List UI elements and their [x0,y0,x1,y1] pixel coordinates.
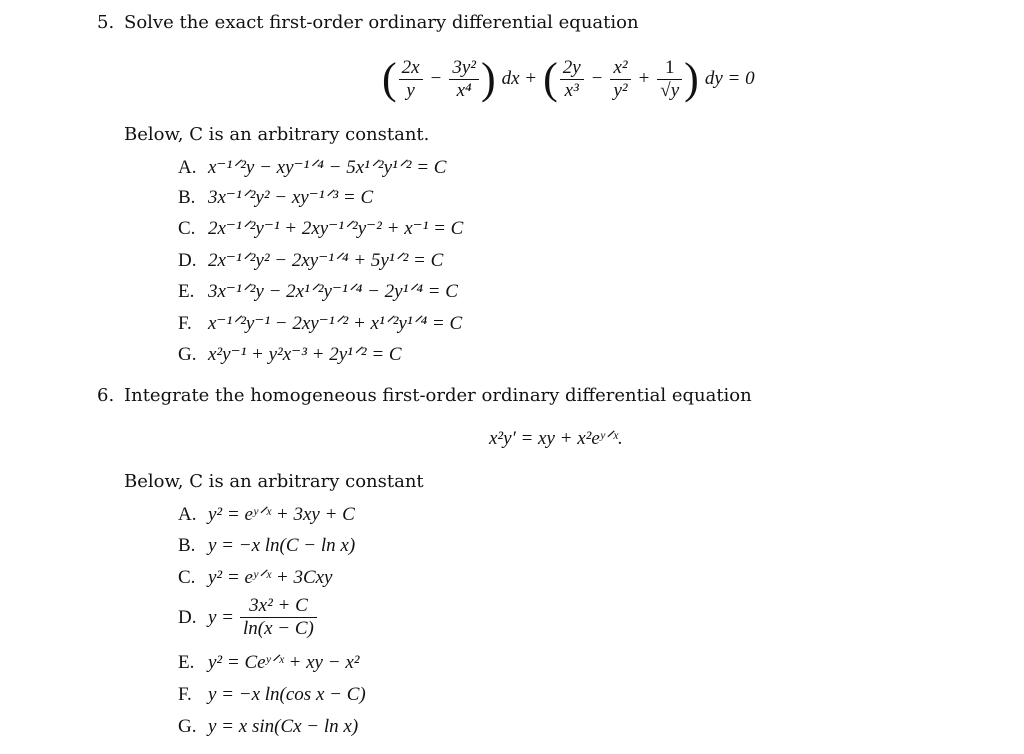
question-6-prompt: Integrate the homogeneous first-order ordinary differential equation [124,385,752,406]
dx-term: dx + [501,68,538,89]
fraction-3y2-over-x4: $\frac{\text{3y²}}{\text{x⁴}}$ [449,57,479,102]
right-paren: ) [480,54,496,103]
right-paren-2: ) [684,54,699,103]
question-5-note: Below, C is an arbitrary constant. [124,124,430,145]
fraction-2y-over-x3: $\frac{2y}{\text{x³}}$ [560,57,584,102]
fraction-1-over-sqrt-y: $\frac{1}{√y}$ [657,57,682,102]
question-5-equation: ( $\frac{2x}{y}$ − $\frac{\text{3y²}}{\text{x⁴}}$ ) dx + ( $\frac{2y}{\text{x³}}$ − $\frac{\text{x²}}{\text{y²}}$ + $\frac{1}{√y}$ ) dy = 0 [382,54,755,103]
q5-option-a[interactable]: A. x⁻¹ᐟ²y − xy⁻¹ᐟ⁴ − 5x¹ᐟ²y¹ᐟ² = C [178,157,447,178]
q6-option-f[interactable]: F. y = −x ln(cos x − C) [178,684,366,705]
question-6-equation: x²y′ = xy + x²eʸᐟˣ. [489,428,623,449]
question-6-note: Below, C is an arbitrary constant [124,471,424,492]
q6-option-c[interactable]: C. y² = eʸᐟˣ + 3Cxy [178,567,333,588]
left-paren-2: ( [543,54,558,103]
q5-option-e[interactable]: E. 3x⁻¹ᐟ²y − 2x¹ᐟ²y⁻¹ᐟ⁴ − 2y¹ᐟ⁴ = C [178,281,458,302]
dy-term: dy = 0 [704,68,755,89]
q6-option-a[interactable]: A. y² = eʸᐟˣ + 3xy + C [178,504,355,525]
q6-option-b[interactable]: B. y = −x ln(C − ln x) [178,535,356,556]
q6-option-d-fraction: $\frac{\text{3x² + C}}{\ln(x - C)}$ [240,595,317,640]
fraction-x2-over-y2: $\frac{\text{x²}}{\text{y²}}$ [610,57,630,102]
q6-option-d[interactable]: D. y = $\frac{\text{3x² + C}}{\ln(x - C)}$ [178,595,319,640]
q5-option-b[interactable]: B. 3x⁻¹ᐟ²y² − xy⁻¹ᐟ³ = C [178,187,374,208]
question-5-prompt: Solve the exact first-order ordinary differential equation [124,12,639,33]
q5-option-f[interactable]: F. x⁻¹ᐟ²y⁻¹ − 2xy⁻¹ᐟ² + x¹ᐟ²y¹ᐟ⁴ = C [178,313,463,334]
q5-option-g[interactable]: G. x²y⁻¹ + y²x⁻³ + 2y¹ᐟ² = C [178,344,402,365]
q5-option-d[interactable]: D. 2x⁻¹ᐟ²y² − 2xy⁻¹ᐟ⁴ + 5y¹ᐟ² = C [178,250,444,271]
fraction-2x-over-y: $\frac{2x}{y}$ [399,57,423,102]
q5-option-c[interactable]: C. 2x⁻¹ᐟ²y⁻¹ + 2xy⁻¹ᐟ²y⁻² + x⁻¹ = C [178,218,464,239]
question-5-number: 5. [97,12,115,33]
q6-option-e[interactable]: E. y² = Ceʸᐟˣ + xy − x² [178,652,360,673]
q6-option-g[interactable]: G. y = x sin(Cx − ln x) [178,716,359,737]
question-6-number: 6. [97,385,115,406]
left-paren: ( [382,54,397,103]
